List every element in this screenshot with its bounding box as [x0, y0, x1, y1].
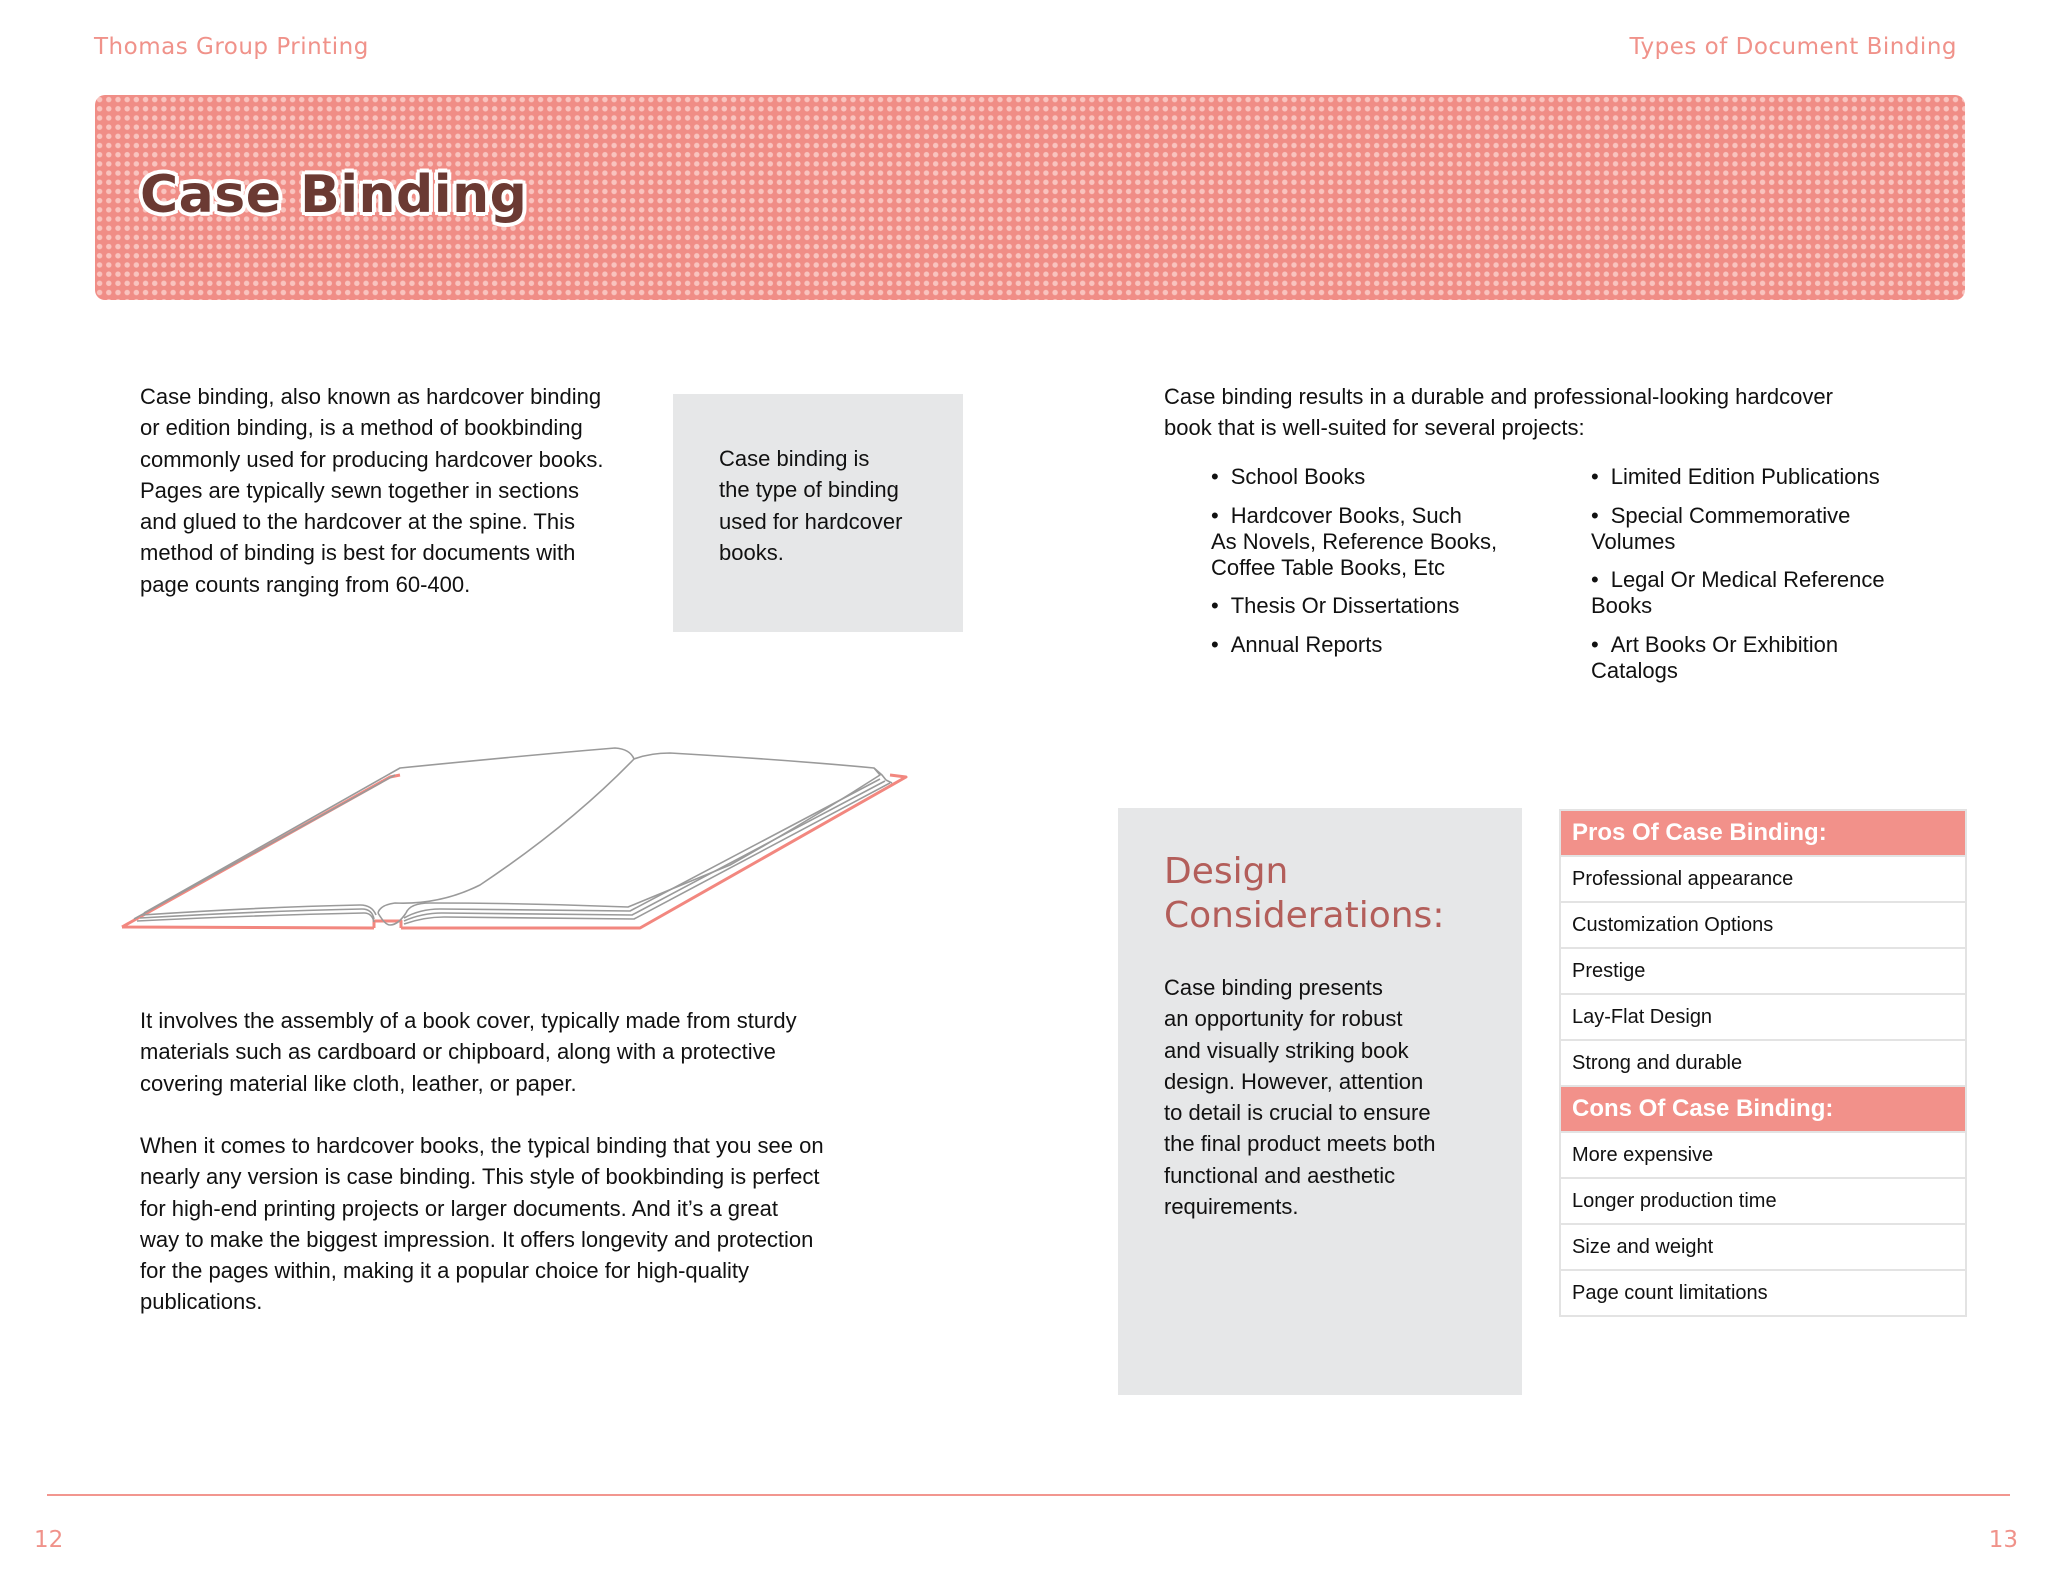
projects-list-col1 [1211, 464, 1541, 670]
design-line: and visually striking book [1164, 1037, 1409, 1063]
list-item: • Thesis Or Dissertations [1211, 593, 1541, 619]
table-row: Customization Options [1561, 901, 1965, 947]
body-line: publications. [140, 1289, 263, 1315]
list-item: • Hardcover Books, Such As Novels, Reference Books, Coffee Table Books, Etc [1211, 503, 1541, 581]
cons-heading: Cons Of Case Binding: [1561, 1085, 1965, 1131]
design-line: functional and aesthetic [1164, 1162, 1396, 1188]
design-line: the final product meets both [1164, 1131, 1436, 1157]
callout-line: used for hardcover [719, 508, 903, 534]
page-number-right: 13 [1988, 1527, 2018, 1553]
list-item: • Legal Or Medical Reference Books [1591, 567, 1931, 619]
table-row: Strong and durable [1561, 1039, 1965, 1085]
list-item: • Art Books Or Exhibition Catalogs [1591, 632, 1931, 684]
running-header-right: Types of Document Binding [1629, 34, 1957, 60]
design-line: design. However, attention [1164, 1068, 1424, 1094]
projects-list-col2 [1591, 464, 1931, 696]
callout-line: the type of binding [719, 477, 899, 503]
body-line: When it comes to hardcover books, the typical binding that you see on [140, 1133, 824, 1158]
projects-intro-line: book that is well-suited for several projects: [1164, 415, 1585, 441]
body-paragraph-1 [140, 1005, 940, 1099]
intro-line: and glued to the hardcover at the spine. This [140, 509, 575, 535]
design-line: an opportunity for robust [1164, 1006, 1403, 1032]
table-row: Lay-Flat Design [1561, 993, 1965, 1039]
open-book-icon [110, 735, 920, 940]
intro-line: commonly used for producing hardcover books. [140, 446, 604, 472]
body-line: covering material like cloth, leather, or paper. [140, 1070, 577, 1096]
body-line: nearly any version is case binding. This style of bookbinding is perfect [140, 1164, 820, 1190]
design-considerations-text [1164, 972, 1436, 1222]
design-considerations-box [1118, 808, 1522, 1395]
intro-line: page counts ranging from 60-400. [140, 571, 471, 597]
design-considerations-title: Design Considerations: [1164, 851, 1445, 936]
callout-text [719, 443, 902, 568]
table-row: Prestige [1561, 947, 1965, 993]
list-item: • Special Commemorative Volumes [1591, 503, 1931, 555]
callout-line: Case binding is [719, 446, 870, 471]
table-row: Longer production time [1561, 1177, 1965, 1223]
footer-divider [47, 1494, 2010, 1496]
design-line: to detail is crucial to ensure [1164, 1100, 1431, 1126]
callout-line: books. [719, 539, 784, 565]
design-line: requirements. [1164, 1194, 1299, 1220]
design-line: Case binding presents [1164, 975, 1383, 1000]
page-title: Case Binding [140, 165, 528, 225]
projects-intro-line: Case binding results in a durable and professional-looking hardcover [1164, 384, 1833, 409]
intro-line: Case binding, also known as hardcover binding [140, 384, 602, 409]
body-line: for the pages within, making it a popular choice for high-quality [140, 1258, 750, 1284]
list-item: • Annual Reports [1211, 632, 1541, 658]
intro-line: Pages are typically sewn together in sections [140, 477, 580, 503]
body-line: for high-end printing projects or larger documents. And it’s a great [140, 1195, 778, 1221]
table-row: Professional appearance [1561, 855, 1965, 901]
page-number-left: 12 [34, 1527, 64, 1553]
intro-line: or edition binding, is a method of bookbinding [140, 415, 583, 441]
body-line: materials such as cardboard or chipboard, along with a protective [140, 1039, 776, 1065]
body-line: way to make the biggest impression. It offers longevity and protection [140, 1226, 814, 1252]
callout-box [673, 394, 963, 632]
intro-line: method of binding is best for documents with [140, 540, 576, 566]
list-item: • Limited Edition Publications [1591, 464, 1931, 490]
pros-cons-table [1559, 809, 1967, 1317]
pros-heading: Pros Of Case Binding: [1561, 809, 1965, 855]
list-item: • School Books [1211, 464, 1541, 490]
table-row: Page count limitations [1561, 1269, 1965, 1315]
intro-paragraph [140, 381, 700, 600]
body-line: It involves the assembly of a book cover, typically made from sturdy [140, 1008, 797, 1033]
body-paragraph-2 [140, 1130, 940, 1318]
table-row: More expensive [1561, 1131, 1965, 1177]
projects-intro [1164, 381, 1833, 444]
table-row: Size and weight [1561, 1223, 1965, 1269]
running-header-left: Thomas Group Printing [94, 34, 369, 60]
